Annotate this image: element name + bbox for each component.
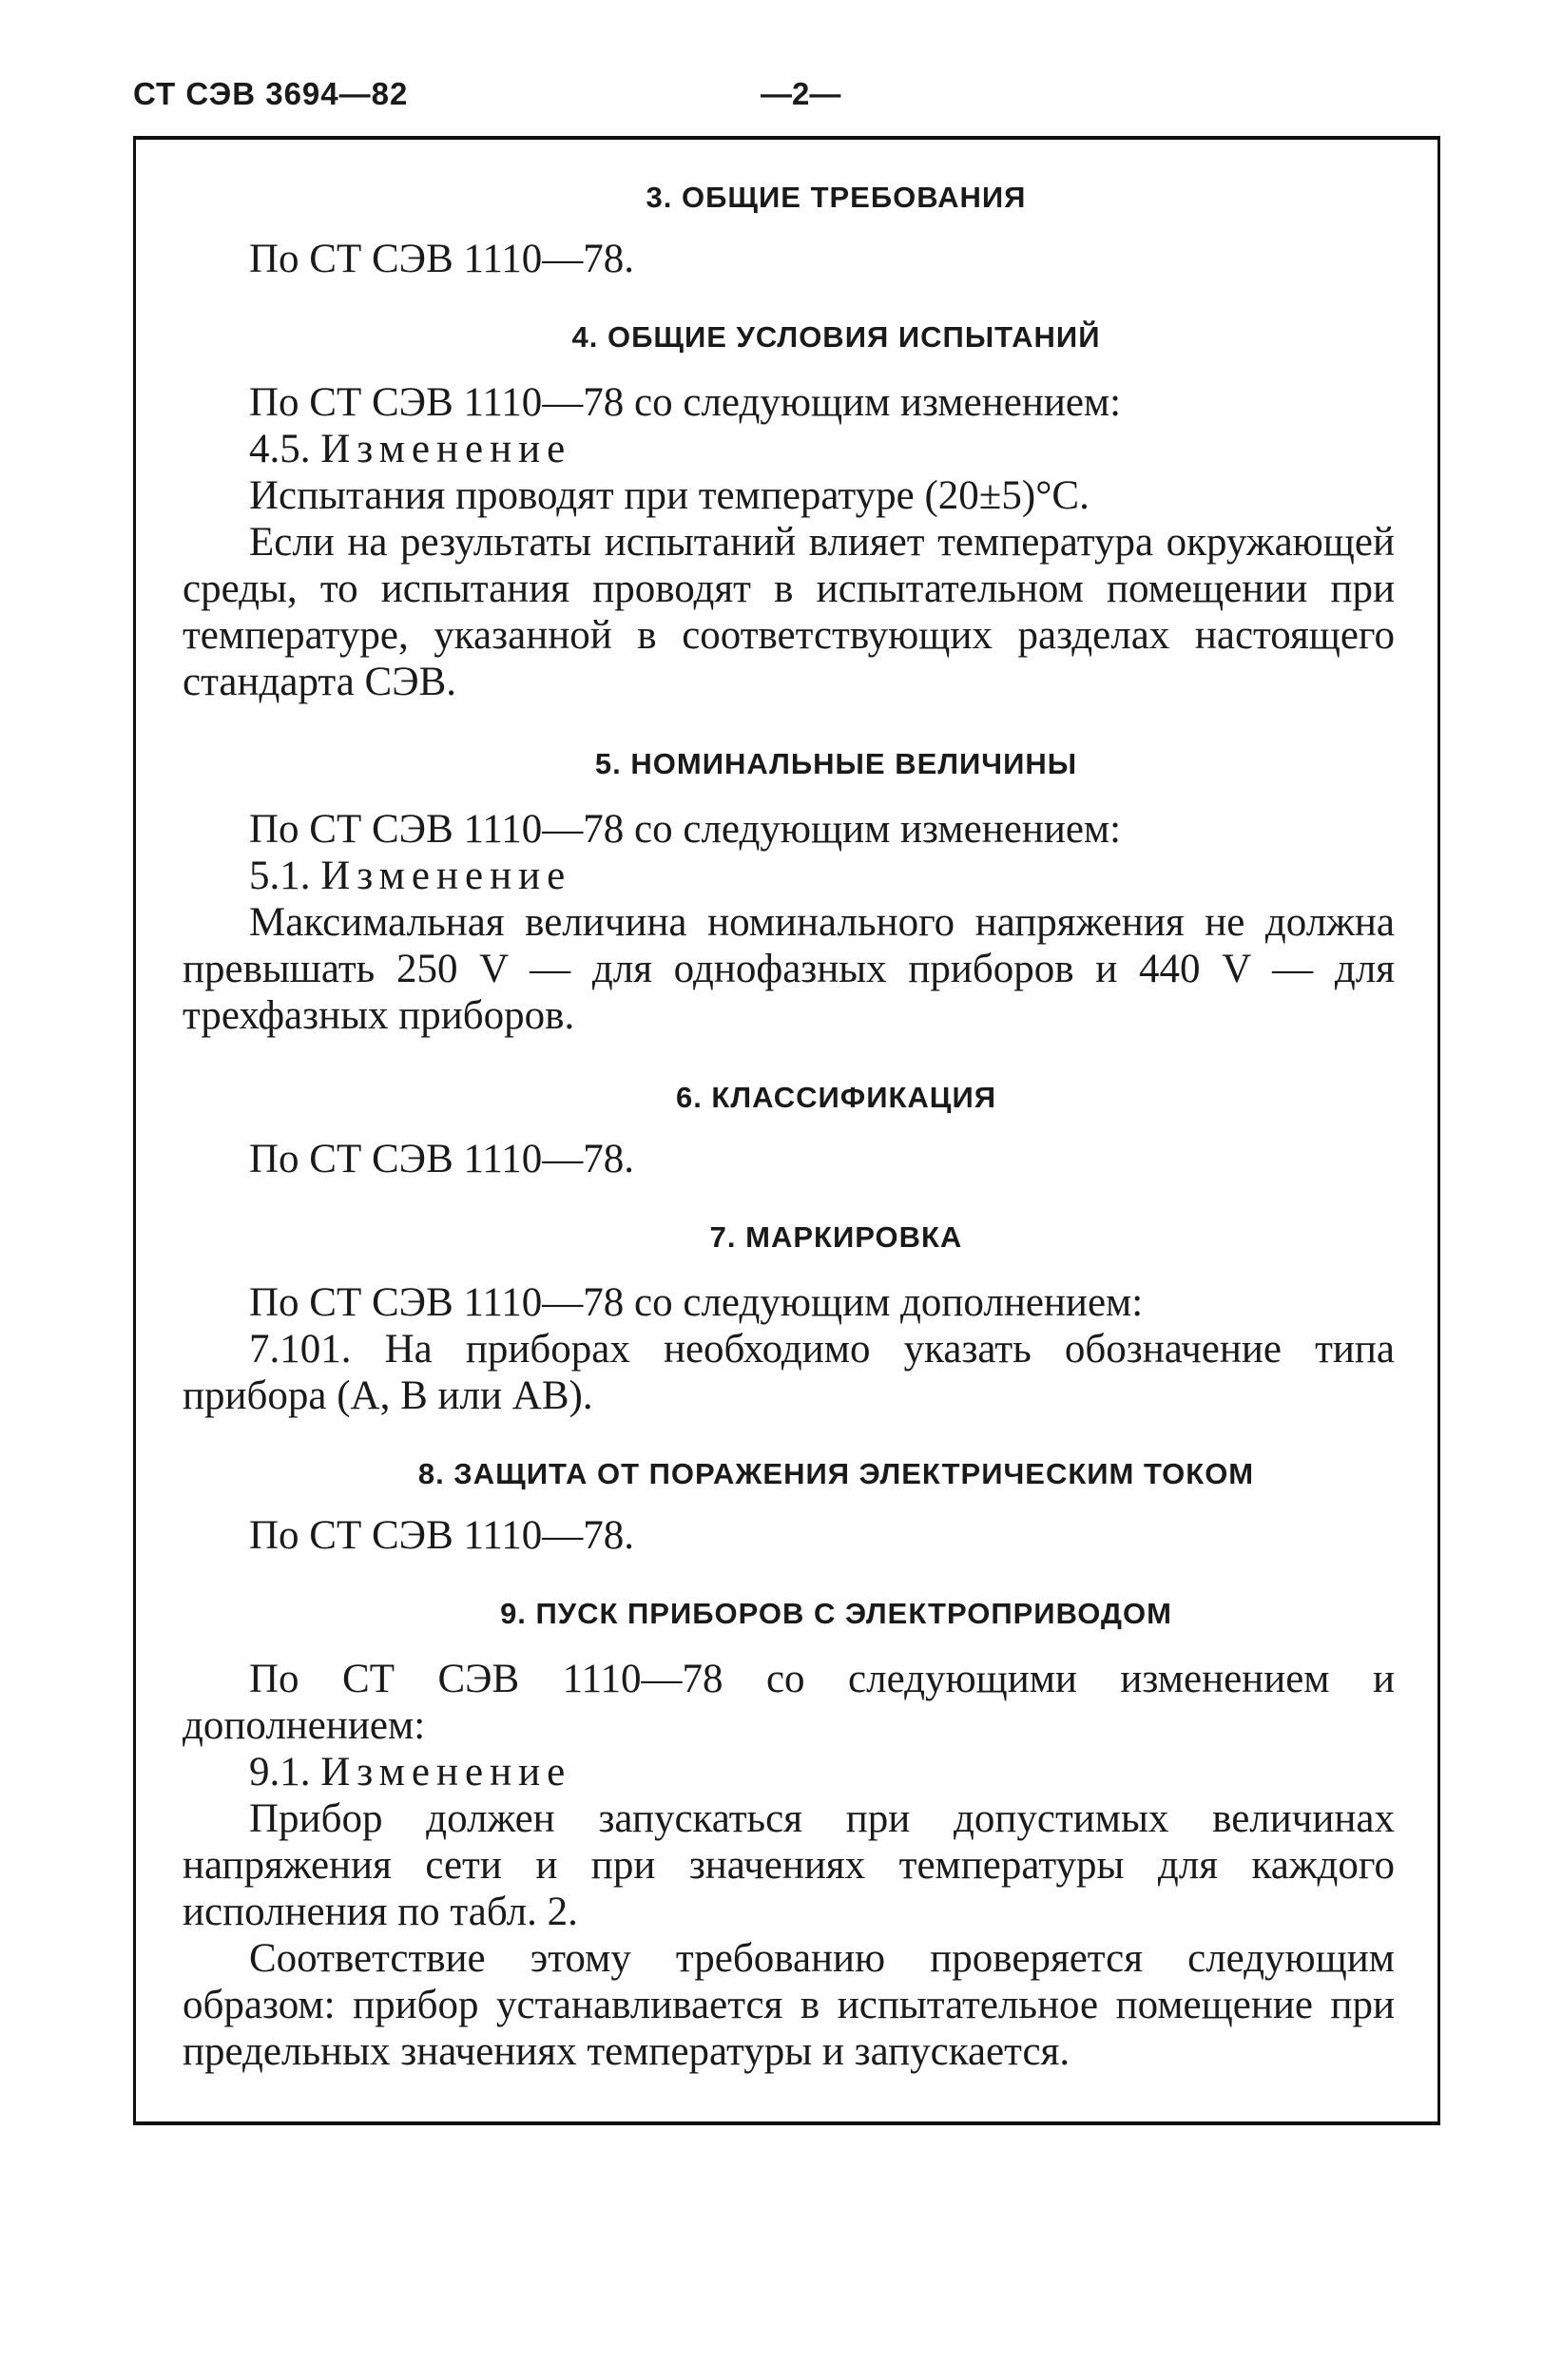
document-code: СТ СЭВ 3694—82	[133, 76, 409, 111]
paragraph	[183, 426, 1395, 472]
section-7	[183, 1220, 1395, 1419]
paragraph	[183, 1749, 1395, 1795]
section-3	[183, 181, 1395, 282]
page-header	[133, 76, 1445, 124]
paragraph: Соответствие этому требованию проверяется следующим образом: прибор устанавливается в испытательное помещение при предельных значениях температуры и запускается.	[183, 1936, 1395, 2074]
section-5	[183, 747, 1395, 1039]
section-8	[183, 1457, 1395, 1559]
clause-label: 4.5. Изменение	[249, 427, 572, 471]
paragraph: Максимальная величина номинального напряжения не должна превышать 250 V — для однофазных приборов и 440 V — для трехфазных приборов.	[183, 900, 1395, 1038]
paragraph: 7.101. На приборах необходимо указать обозначение типа прибора (А, В или АВ).	[183, 1327, 1395, 1418]
paragraph: По СТ СЭВ 1110—78 со следующими изменением и дополнением:	[183, 1657, 1395, 1748]
paragraph: По СТ СЭВ 1110—78 со следующим дополнением:	[249, 1280, 1144, 1325]
paragraph: Если на результаты испытаний влияет температура окружающей среды, то испытания проводят в испытательном помещении при температуре, указанной в соответствующих разделах настоящего стандарта СЭВ.	[183, 520, 1395, 704]
section-title: 6. КЛАССИФИКАЦИЯ	[675, 1081, 997, 1114]
section-title: 8. ЗАЩИТА ОТ ПОРАЖЕНИЯ ЭЛЕКТРИЧЕСКИМ ТОКОМ	[417, 1457, 1255, 1490]
paragraph: Испытания проводят при температуре (20±5)°С.	[249, 473, 1090, 518]
section-title: 4. ОБЩИЕ УСЛОВИЯ ИСПЫТАНИЙ	[571, 320, 1101, 354]
section-title: 3. ОБЩИЕ ТРЕБОВАНИЯ	[646, 181, 1027, 214]
section-title: 5. НОМИНАЛЬНЫЕ ВЕЛИЧИНЫ	[594, 747, 1078, 780]
section-6	[183, 1081, 1395, 1182]
document-body	[183, 181, 1395, 2075]
clause-label: 5.1. Изменение	[249, 854, 572, 898]
section-9	[183, 1597, 1395, 2075]
section-title: 9. ПУСК ПРИБОРОВ С ЭЛЕКТРОПРИВОДОМ	[500, 1597, 1172, 1630]
paragraph: По СТ СЭВ 1110—78.	[249, 1513, 635, 1558]
paragraph: По СТ СЭВ 1110—78.	[249, 1137, 635, 1181]
paragraph: По СТ СЭВ 1110—78 со следующим изменением:	[249, 380, 1122, 425]
paragraph: По СТ СЭВ 1110—78.	[249, 237, 635, 281]
paragraph	[183, 853, 1395, 899]
section-title: 7. МАРКИРОВКА	[709, 1220, 963, 1254]
paragraph: По СТ СЭВ 1110—78 со следующим изменением:	[249, 807, 1122, 852]
clause-label: 9.1. Изменение	[249, 1750, 572, 1795]
section-4	[183, 320, 1395, 705]
page-number: —2—	[761, 76, 841, 111]
paragraph: Прибор должен запускаться при допустимых величинах напряжения сети и при значениях температуры для каждого исполнения по табл. 2.	[183, 1796, 1395, 1934]
